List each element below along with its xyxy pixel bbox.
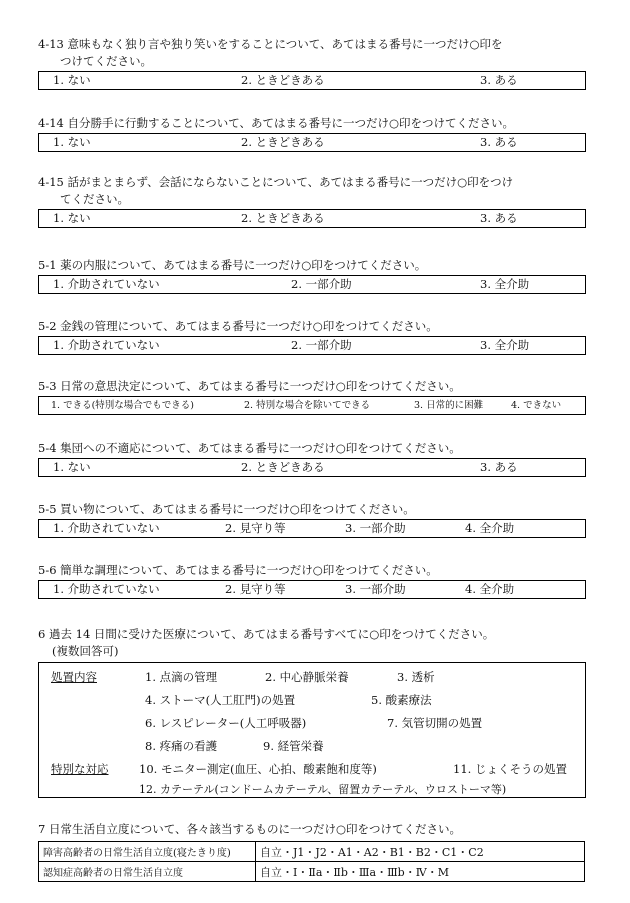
option-box: [38, 580, 586, 599]
question-5-3: [38, 378, 598, 415]
question-text: 6 過去 14 日間に受けた医療について、あてはまる番号すべてに○印をつけてください。: [38, 627, 495, 641]
option-box: [38, 336, 586, 355]
option-3[interactable]: 3. 一部介助: [345, 521, 406, 535]
med-item-9[interactable]: 9. 経管栄養: [263, 739, 324, 753]
question-note: (複数回答可): [52, 644, 119, 658]
med-item-8[interactable]: 8. 疼痛の看護: [145, 739, 218, 753]
option-box: [38, 275, 586, 294]
adl-label-bedridden: 障害高齢者の日常生活自立度(寝たきり度): [39, 842, 256, 862]
label-tokubetsu: 特別な対応: [51, 762, 109, 776]
option-1[interactable]: 1. ない: [53, 135, 91, 149]
option-1[interactable]: 1. 介助されていない: [53, 277, 160, 291]
question-text: 5-2 金銭の管理について、あてはまる番号に一つだけ○印をつけてください。: [38, 319, 438, 333]
option-box: [38, 133, 586, 152]
med-item-2[interactable]: 2. 中心静脈栄養: [265, 670, 349, 684]
option-3[interactable]: 3. 一部介助: [345, 582, 406, 596]
adl-value-dementia[interactable]: 自立・Ⅰ・Ⅱa・Ⅱb・Ⅲa・Ⅲb・Ⅳ・M: [256, 862, 585, 882]
option-2[interactable]: 2. 見守り等: [225, 521, 286, 535]
med-item-10[interactable]: 10. モニター測定(血圧、心拍、酸素飽和度等): [139, 762, 377, 776]
question-5-6: [38, 562, 598, 599]
option-3[interactable]: 3. 全介助: [480, 277, 530, 291]
question-text: 5-3 日常の意思決定について、あてはまる番号に一つだけ○印をつけてください。: [38, 379, 461, 393]
option-2[interactable]: 2. ときどきある: [241, 135, 325, 149]
med-item-5[interactable]: 5. 酸素療法: [371, 693, 432, 707]
option-box: [38, 519, 586, 538]
option-1[interactable]: 1. ない: [53, 460, 91, 474]
option-3[interactable]: 3. ある: [480, 135, 518, 149]
question-text: 5-4 集団への不適応について、あてはまる番号に一つだけ○印をつけてください。: [38, 441, 461, 455]
adl-label-dementia: 認知症高齢者の日常生活自立度: [39, 862, 256, 882]
question-text-cont: つけてください。: [60, 54, 152, 68]
option-1[interactable]: 1. できる(特別な場合でもできる): [51, 400, 194, 411]
question-7-heading: [38, 821, 461, 838]
question-text: 5-6 簡単な調理について、あてはまる番号に一つだけ○印をつけてください。: [38, 563, 438, 577]
option-3[interactable]: 3. ある: [480, 460, 518, 474]
question-4-14: [38, 115, 598, 152]
med-item-6[interactable]: 6. レスピレーター(人工呼吸器): [145, 716, 307, 730]
question-text: 5-5 買い物について、あてはまる番号に一つだけ○印をつけてください。: [38, 502, 415, 516]
option-box: [38, 396, 586, 415]
medical-treatment-box: [38, 662, 586, 798]
option-3[interactable]: 3. ある: [480, 211, 518, 225]
adl-table: [38, 841, 585, 882]
option-2[interactable]: 2. 見守り等: [225, 582, 286, 596]
adl-value-bedridden[interactable]: 自立・J1・J2・A1・A2・B1・B2・C1・C2: [256, 842, 585, 862]
med-item-12[interactable]: 12. カテーテル(コンドームカテーテル、留置カテーテル、ウロストーマ等): [139, 783, 507, 796]
option-3[interactable]: 3. 日常的に困難: [414, 400, 484, 411]
option-3[interactable]: 3. 全介助: [480, 338, 530, 352]
question-text-cont: てください。: [60, 192, 129, 206]
question-4-15: [38, 174, 598, 228]
option-4[interactable]: 4. できない: [511, 400, 562, 411]
table-row: [39, 842, 585, 862]
med-item-3[interactable]: 3. 透析: [397, 670, 435, 684]
option-2[interactable]: 2. 一部介助: [291, 338, 352, 352]
question-4-13: [38, 36, 598, 90]
question-text: 4-14 自分勝手に行動することについて、あてはまる番号に一つだけ○印をつけてください。: [38, 116, 515, 130]
option-1[interactable]: 1. 介助されていない: [53, 521, 160, 535]
med-item-4[interactable]: 4. ストーマ(人工肛門)の処置: [145, 693, 296, 707]
question-text: 4-13 意味もなく独り言や独り笑いをすることについて、あてはまる番号に一つだけ○印を: [38, 37, 503, 51]
question-5-5: [38, 501, 598, 538]
option-1[interactable]: 1. ない: [53, 211, 91, 225]
option-4[interactable]: 4. 全介助: [465, 582, 515, 596]
question-5-1: [38, 257, 598, 294]
question-5-2: [38, 318, 598, 355]
option-2[interactable]: 2. 特別な場合を除いてできる: [244, 400, 371, 411]
option-3[interactable]: 3. ある: [480, 73, 518, 87]
table-row: [39, 862, 585, 882]
option-2[interactable]: 2. ときどきある: [241, 211, 325, 225]
option-box: [38, 71, 586, 90]
question-text: 5-1 薬の内服について、あてはまる番号に一つだけ○印をつけてください。: [38, 258, 427, 272]
med-item-1[interactable]: 1. 点滴の管理: [145, 670, 218, 684]
option-1[interactable]: 1. ない: [53, 73, 91, 87]
option-2[interactable]: 2. ときどきある: [241, 73, 325, 87]
question-text: 4-15 話がまとまらず、会話にならないことについて、あてはまる番号に一つだけ○印をつけ: [38, 175, 514, 189]
option-box: [38, 458, 586, 477]
option-box: [38, 209, 586, 228]
med-item-11[interactable]: 11. じょくそうの処置: [453, 762, 567, 776]
label-shochi: 処置内容: [51, 670, 97, 684]
option-1[interactable]: 1. 介助されていない: [53, 582, 160, 596]
option-2[interactable]: 2. ときどきある: [241, 460, 325, 474]
option-2[interactable]: 2. 一部介助: [291, 277, 352, 291]
med-item-7[interactable]: 7. 気管切開の処置: [387, 716, 483, 730]
question-5-4: [38, 440, 598, 477]
question-6-heading: [38, 626, 494, 660]
option-4[interactable]: 4. 全介助: [465, 521, 515, 535]
option-1[interactable]: 1. 介助されていない: [53, 338, 160, 352]
question-text: 7 日常生活自立度について、各々該当するものに一つだけ○印をつけてください。: [38, 822, 462, 836]
